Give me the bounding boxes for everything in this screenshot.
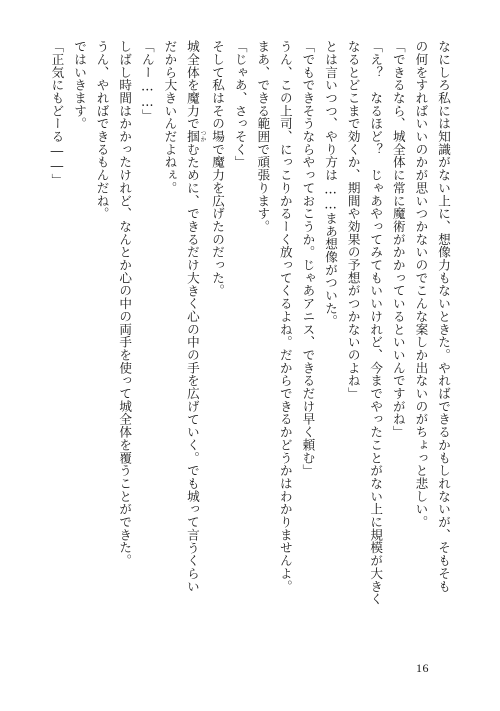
text-line: 「んー……」 (139, 40, 155, 122)
text-line: とは言いつつ、やり方は……まあ想像がついた。 (323, 40, 339, 328)
body-text (45, 40, 454, 630)
text-line: しばし時間はかかったけれど、なんとか心の中の両手を使って城全体を覆うことができた。 (117, 40, 133, 567)
text-line: 「できるなら、城全体に常に魔術がかかっているといいんですがね」 (390, 40, 406, 439)
text-line: なにしろ私には知識がない上に、想像力もないときた。やればできるかもしれないが、そもそも (436, 40, 451, 593)
text-line: だから大きいんだよねぇ。 (162, 40, 178, 195)
text-line: うん、この上司、にっこりかるーく放ってくるよね。だからできるかどうかはわかりませんよ。 (277, 40, 293, 593)
text-line: 「正気にもどーる――」 (49, 40, 65, 187)
text-line: なるとどこまで効くか、期間や効果の予想がつかないのよね」 (345, 40, 361, 400)
text-line: うん、やればできるもんだね。 (94, 40, 110, 220)
text-line: 「え？ なるほど？ じゃあやってみてもいいけれど、今までやったことがない上に規模が大きく (368, 40, 384, 606)
text-line: ではいきます。 (72, 40, 87, 130)
ruby-annotation: 掴 つか (184, 129, 206, 143)
text-line: 「じゃあ、さっそく」 (232, 40, 248, 169)
text-line: まあ、できる範囲で頑張ります。 (255, 40, 271, 233)
text-line-with-ruby: 城全体を魔力で掴 つかむために、できるだけ大きく心の中の手を広げていく。でも城って言うくらい (184, 40, 206, 593)
text-line: 「でもできそうならやっておこうか。じゃあアニス、できるだけ早く頼む」 (300, 40, 316, 477)
ruby-reading: つか (198, 129, 206, 143)
page-number: 16 (416, 661, 429, 675)
text-line: そして私はその場で魔力を広げたのだった。 (210, 40, 226, 297)
text-line: の何をすればいいのかが思いつかないのでこんな案しか出ないのがちょっと悲しい。 (413, 40, 429, 529)
